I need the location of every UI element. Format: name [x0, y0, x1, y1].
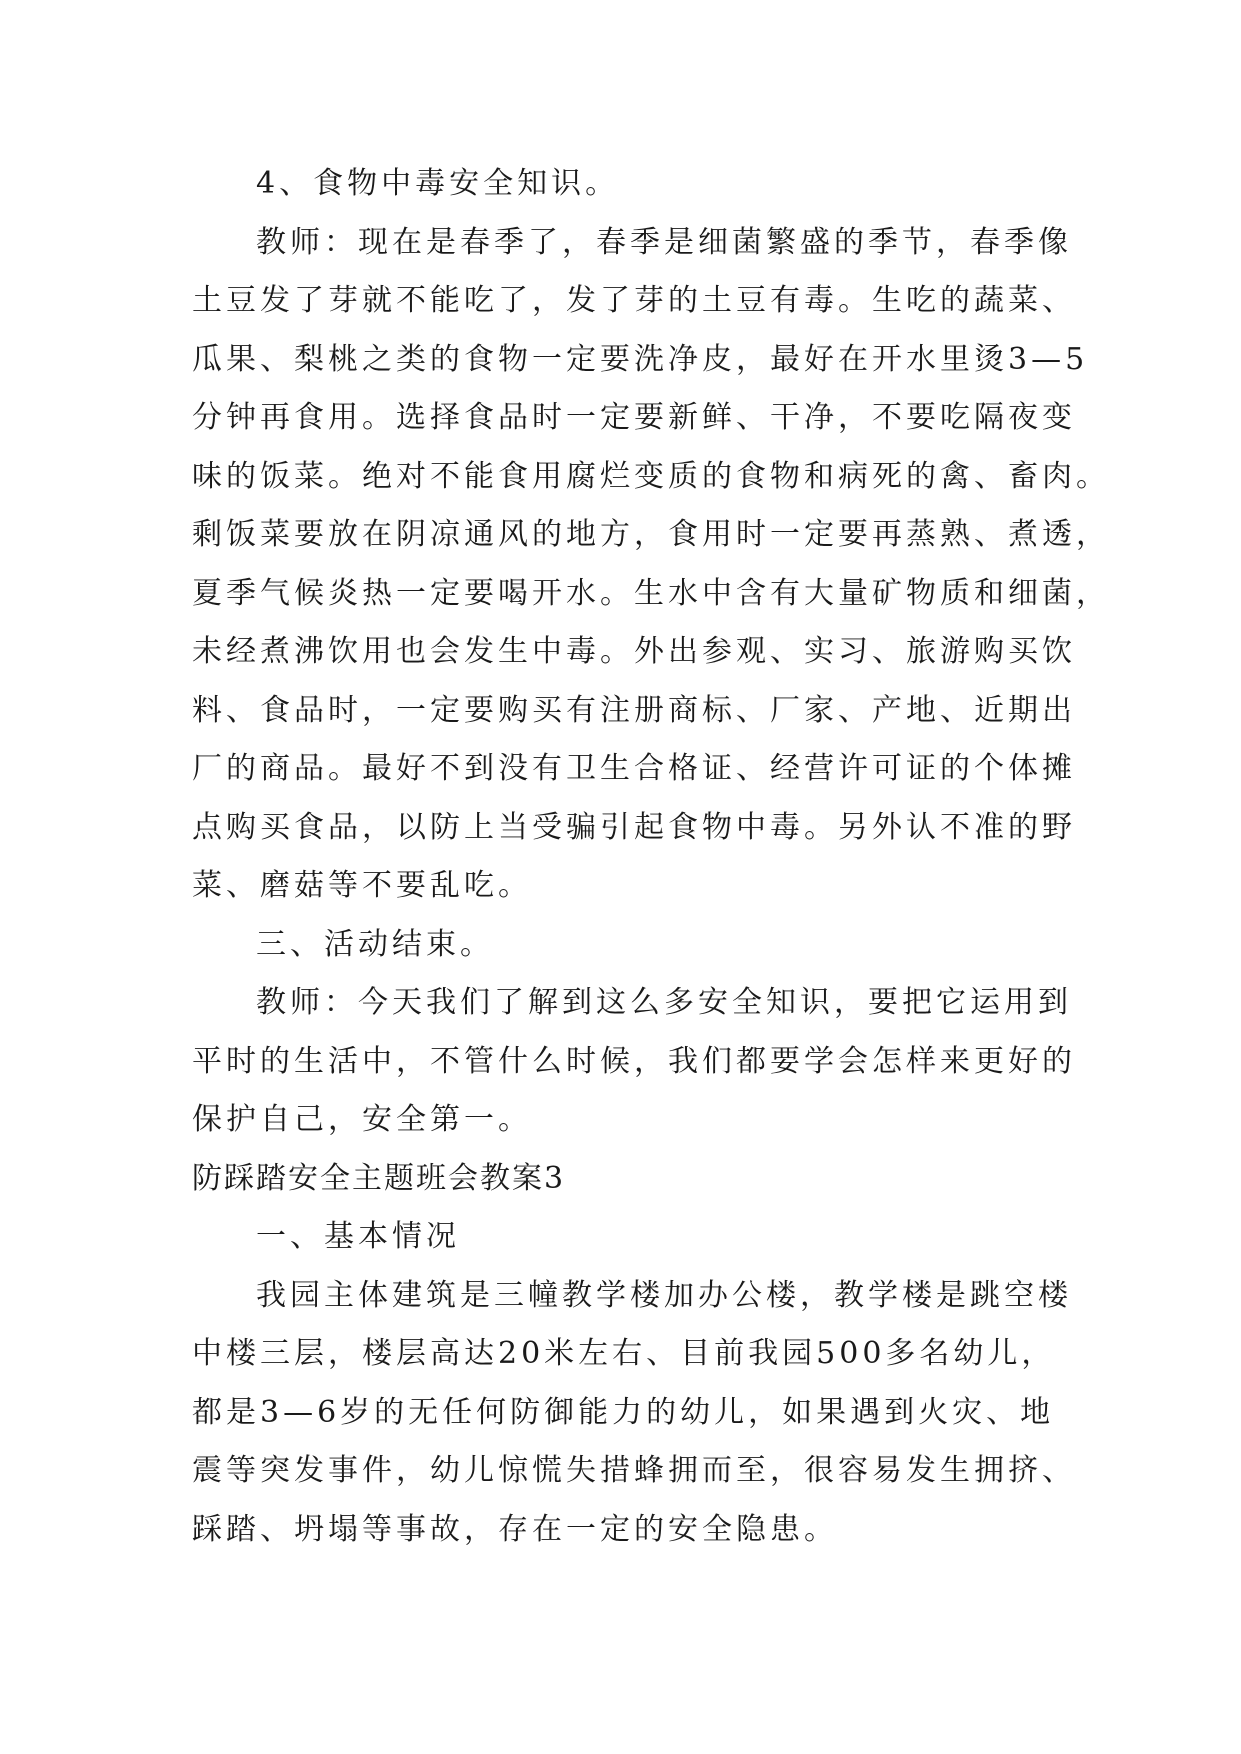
text-line: 保护自己，安全第一。	[192, 1102, 532, 1137]
text-line: 瓜果、梨桃之类的食物一定要洗净皮，最好在开水里烫3—5	[192, 341, 1089, 377]
text-line: 料、食品时，一定要购买有注册商标、厂家、产地、近期出	[192, 692, 1076, 728]
text-line: 震等突发事件，幼儿惊慌失措蜂拥而至，很容易发生拥挤、	[192, 1453, 1076, 1488]
text-line: 点购买食品，以防上当受骗引起食物中毒。另外认不准的野	[192, 809, 1076, 845]
section-heading: 一、基本情况	[256, 1219, 460, 1254]
text-line: 中楼三层，楼层高达20米左右、目前我园500多名幼儿，	[192, 1336, 1056, 1371]
text-line: 分钟再食用。选择食品时一定要新鲜、干净，不要吃隔夜变	[192, 400, 1076, 435]
text-line: 味的饭菜。绝对不能食用腐烂变质的食物和病死的禽、畜肉。	[192, 458, 1110, 494]
text-line: 未经煮沸饮用也会发生中毒。外出参观、实习、旅游购买饮	[192, 634, 1076, 669]
section-heading: 三、活动结束。	[256, 926, 494, 962]
text-line: 都是3—6岁的无任何防御能力的幼儿，如果遇到火灾、地	[192, 1394, 1055, 1430]
text-line: 教师：今天我们了解到这么多安全知识，要把它运用到	[256, 985, 1072, 1020]
text-line: 平时的生活中，不管什么时候，我们都要学会怎样来更好的	[192, 1043, 1076, 1079]
text-line: 剩饭菜要放在阴凉通风的地方，食用时一定要再蒸熟、煮透，	[192, 517, 1110, 552]
text-line: 教师：现在是春季了，春季是细菌繁盛的季节，春季像	[256, 224, 1072, 260]
text-line: 我园主体建筑是三幢教学楼加办公楼，教学楼是跳空楼	[256, 1277, 1072, 1313]
document-body	[192, 155, 1110, 1559]
text-line: 夏季气候炎热一定要喝开水。生水中含有大量矿物质和细菌，	[192, 575, 1110, 611]
document-title: 防踩踏安全主题班会教案3	[192, 1160, 566, 1196]
text-line: 土豆发了芽就不能吃了，发了芽的土豆有毒。生吃的蔬菜、	[192, 283, 1076, 318]
text-line: 菜、磨菇等不要乱吃。	[192, 868, 532, 903]
text-line: 厂的商品。最好不到没有卫生合格证、经营许可证的个体摊	[192, 751, 1076, 786]
text-line: 4、食物中毒安全知识。	[256, 166, 620, 201]
text-line: 踩踏、坍塌等事故，存在一定的安全隐患。	[192, 1511, 838, 1547]
